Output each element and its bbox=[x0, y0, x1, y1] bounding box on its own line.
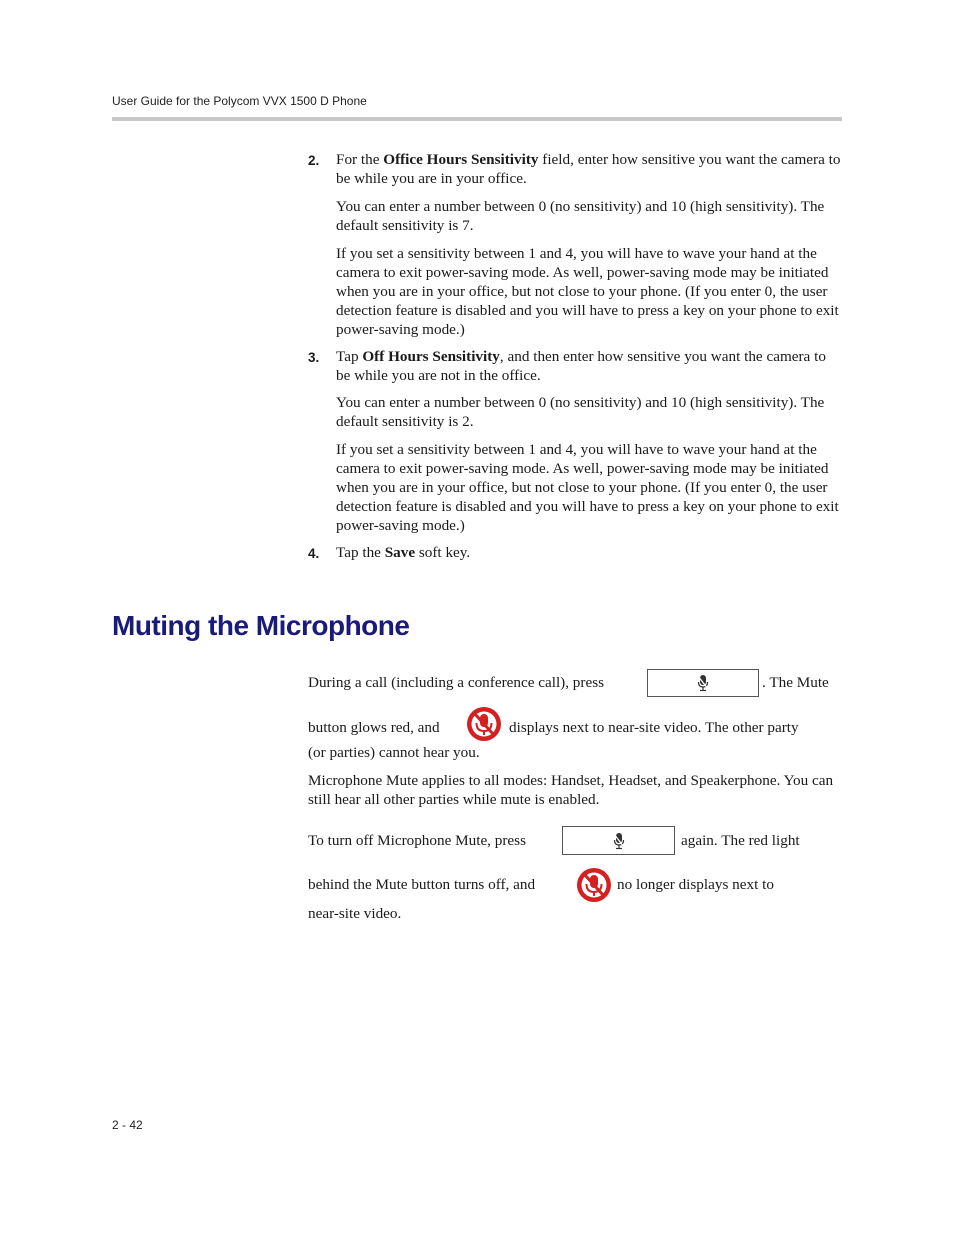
unmute-result-text: near-site video. bbox=[308, 905, 402, 922]
mute-key-image bbox=[562, 826, 675, 855]
step-number: 3. bbox=[308, 350, 320, 365]
mute-result-text: button glows red, and bbox=[308, 719, 440, 736]
step-text-post: soft key. bbox=[415, 544, 471, 561]
mute-indicator bbox=[576, 867, 612, 908]
mute-key-microphone-icon bbox=[697, 674, 709, 692]
header-rule bbox=[112, 117, 842, 121]
step-text-post: , and then enter how sensitive you want the camera to be while you are not in the office. bbox=[336, 348, 826, 384]
mute-result-text: displays next to near-site video. The other party bbox=[509, 719, 799, 736]
mute-instruction-text: . The Mute bbox=[762, 674, 829, 691]
mute-key-microphone-icon bbox=[613, 832, 625, 850]
mute-instruction-text: During a call (including a conference call), press bbox=[308, 674, 605, 691]
step-number: 2. bbox=[308, 153, 320, 168]
step-text bbox=[336, 347, 842, 385]
unmute-result-text: no longer displays next to bbox=[617, 876, 774, 893]
step-text-post: field, enter how sensitive you want the camera to be while you are in your office. bbox=[336, 151, 841, 187]
step-text-pre: Tap bbox=[336, 348, 363, 365]
step-text-pre: For the bbox=[336, 151, 384, 168]
section-title: Muting the Microphone bbox=[112, 610, 410, 641]
mute-indicator-icon bbox=[576, 867, 612, 903]
step-3-note-sensitivity: If you set a sensitivity between 1 and 4, you will have to wave your hand at the camera to exit power-saving mode. As well, power-saving mode may be initiated when you are in your office, but not close to your phone. (If you enter 0, the user detection feature is disabled and you will have to press a key on your phone to exit power-saving mode.) bbox=[336, 441, 839, 534]
field-name: Office Hours Sensitivity bbox=[383, 151, 539, 168]
running-header: User Guide for the Polycom VVX 1500 D Phone bbox=[112, 94, 367, 108]
mute-modes-paragraph: Microphone Mute applies to all modes: Handset, Headset, and Speakerphone. You can still hear all other parties while mute is enabled. bbox=[308, 772, 834, 808]
step-2-note-range: You can enter a number between 0 (no sensitivity) and 10 (high sensitivity). The default sensitivity is 7. bbox=[336, 198, 825, 234]
step-text bbox=[336, 543, 842, 562]
step-text bbox=[336, 150, 842, 188]
mute-result-text: (or parties) cannot hear you. bbox=[308, 744, 480, 761]
soft-key-name: Save bbox=[384, 544, 416, 561]
step-3-note-range: You can enter a number between 0 (no sensitivity) and 10 (high sensitivity). The default sensitivity is 2. bbox=[336, 394, 825, 430]
unmute-instruction-text: again. The red light bbox=[681, 832, 800, 849]
mute-indicator-icon bbox=[466, 706, 502, 742]
field-name: Off Hours Sensitivity bbox=[362, 348, 500, 365]
mute-indicator bbox=[466, 706, 502, 747]
mute-key-image bbox=[647, 669, 759, 697]
step-number: 4. bbox=[308, 546, 320, 561]
step-2-note-sensitivity: If you set a sensitivity between 1 and 4, you will have to wave your hand at the camera to exit power-saving mode. As well, power-saving mode may be initiated when you are in your office, but not close to your phone. (If you enter 0, the user detection feature is disabled and you will have to press a key on your phone to exit power-saving mode.) bbox=[336, 245, 839, 338]
step-text-pre: Tap the bbox=[336, 544, 385, 561]
unmute-result-text: behind the Mute button turns off, and bbox=[308, 876, 536, 893]
unmute-instruction-text: To turn off Microphone Mute, press bbox=[308, 832, 526, 849]
page-number: 2 - 42 bbox=[112, 1118, 143, 1132]
